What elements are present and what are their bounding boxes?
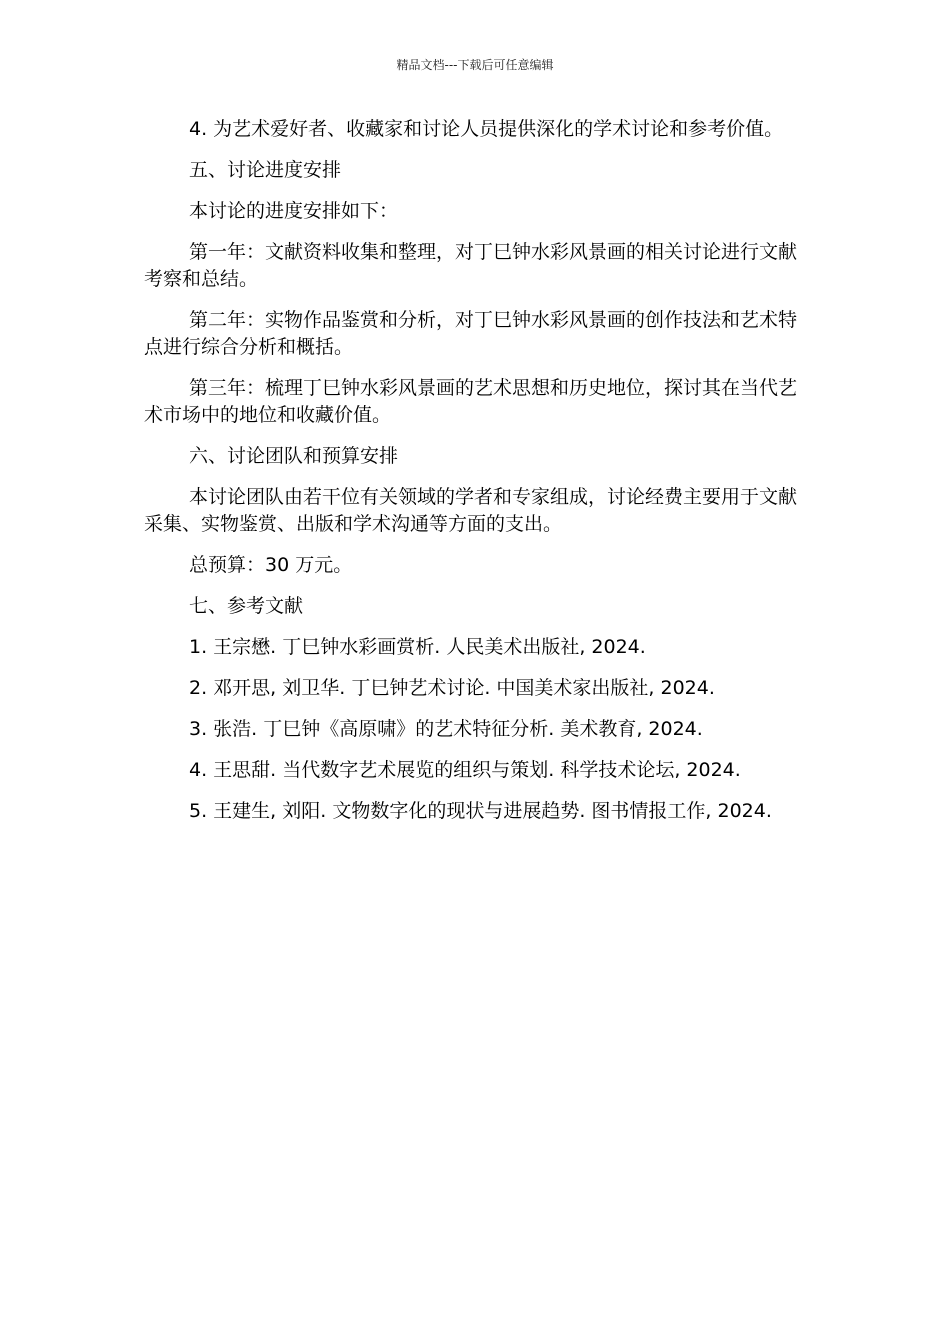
- paragraph-year-3: 第三年：梳理丁巳钟水彩风景画的艺术思想和历史地位，探讨其在当代艺术市场中的地位和收藏价值。: [144, 377, 798, 426]
- paragraph-total-budget: 总预算：30 万元。: [189, 554, 353, 576]
- paragraph-team-description: 本讨论团队由若干位有关领域的学者和专家组成，讨论经费主要用于文献采集、实物鉴赏、出版和学术沟通等方面的支出。: [144, 486, 798, 535]
- reference-5: 5. 王建生, 刘阳. 文物数字化的现状与进展趋势. 图书情报工作, 2024.: [189, 800, 772, 822]
- heading-schedule: 五、讨论进度安排: [189, 159, 342, 181]
- document-body: [144, 116, 804, 839]
- page-header: 精品文档---下载后可任意编辑: [396, 58, 554, 72]
- paragraph-year-2: 第二年：实物作品鉴赏和分析，对丁巳钟水彩风景画的创作技法和艺术特点进行综合分析和概括。: [144, 309, 798, 358]
- paragraph-year-1: 第一年：文献资料收集和整理，对丁巳钟水彩风景画的相关讨论进行文献考察和总结。: [144, 241, 798, 290]
- reference-2: 2. 邓开思, 刘卫华. 丁巳钟艺术讨论. 中国美术家出版社, 2024.: [189, 677, 715, 699]
- reference-1: 1. 王宗懋. 丁巳钟水彩画赏析. 人民美术出版社, 2024.: [189, 636, 646, 658]
- heading-team-budget: 六、讨论团队和预算安排: [189, 445, 399, 467]
- reference-4: 4. 王思甜. 当代数字艺术展览的组织与策划. 科学技术论坛, 2024.: [189, 759, 741, 781]
- paragraph-schedule-intro: 本讨论的进度安排如下：: [189, 200, 399, 222]
- paragraph-objective-4: 4. 为艺术爱好者、收藏家和讨论人员提供深化的学术讨论和参考价值。: [189, 118, 784, 140]
- heading-references: 七、参考文献: [189, 595, 304, 617]
- reference-3: 3. 张浩. 丁巳钟《高原啸》的艺术特征分析. 美术教育, 2024.: [189, 718, 703, 740]
